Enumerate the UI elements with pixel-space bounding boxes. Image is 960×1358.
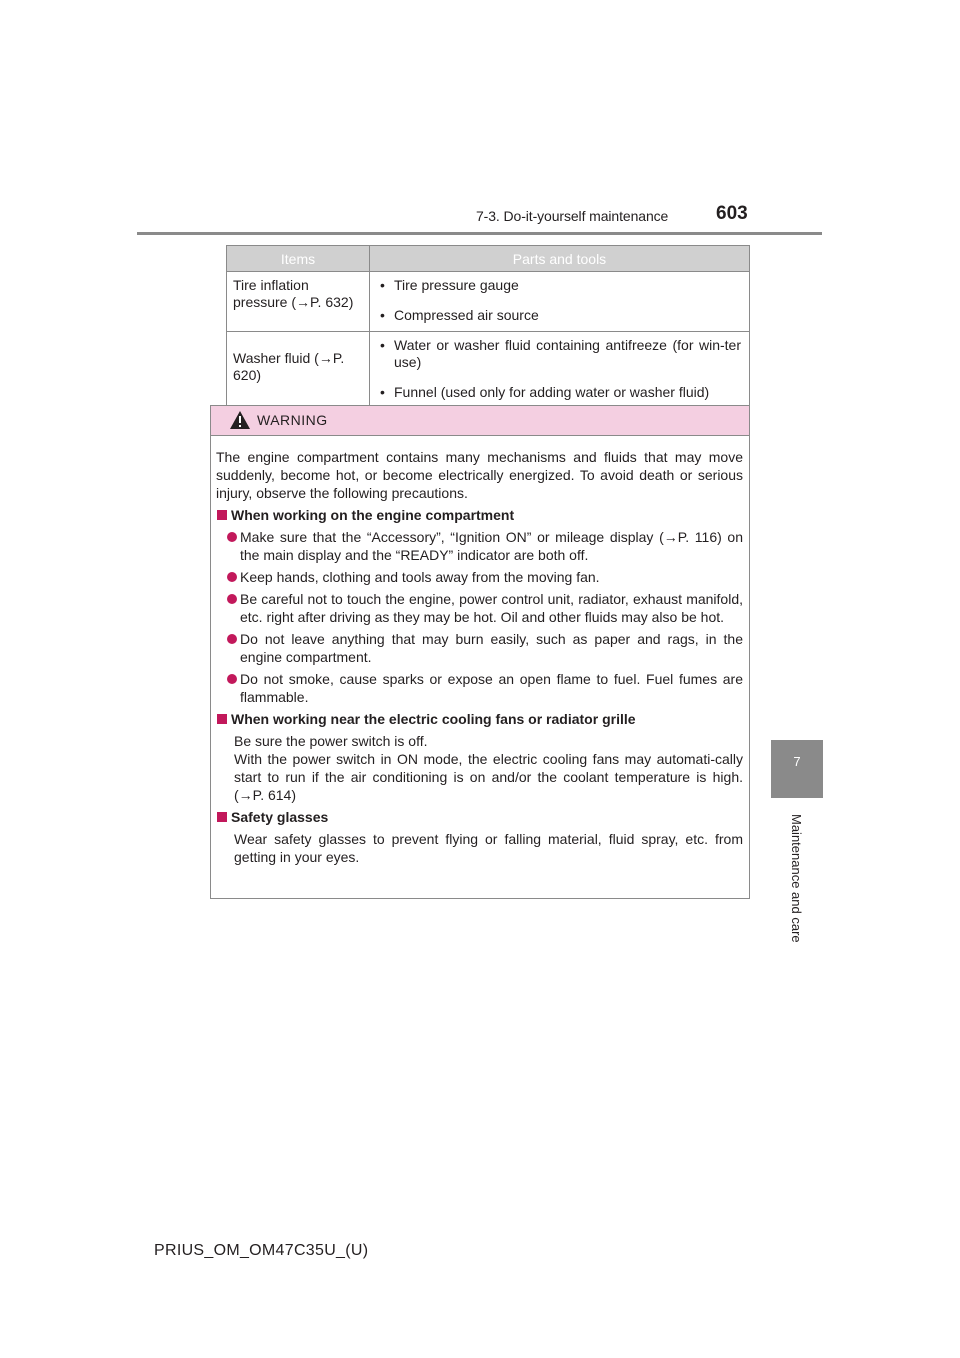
circle-bullet-icon bbox=[227, 594, 237, 604]
section-heading: When working near the electric cooling fans or radiator grille bbox=[216, 710, 743, 728]
circle-bullet-icon bbox=[227, 532, 237, 542]
warning-section-engine bbox=[216, 506, 743, 706]
table-cell-tools bbox=[370, 272, 750, 332]
square-bullet-icon bbox=[217, 510, 227, 520]
square-bullet-icon bbox=[217, 812, 227, 822]
document-id: PRIUS_OM_OM47C35U_(U) bbox=[154, 1242, 369, 1259]
warning-triangle-icon bbox=[229, 410, 251, 430]
chapter-tab[interactable] bbox=[771, 740, 823, 798]
header-divider bbox=[137, 232, 822, 235]
table-cell-tools bbox=[370, 332, 750, 409]
table-row bbox=[227, 332, 750, 409]
list-item: Keep hands, clothing and tools away from the moving fan. bbox=[216, 568, 743, 586]
circle-bullet-icon bbox=[227, 634, 237, 644]
warning-section-cooling-fans bbox=[216, 710, 743, 804]
list-item: • Compressed air source bbox=[378, 307, 741, 324]
warning-intro: The engine compartment contains many mechanisms and fluids that may move suddenly, become hot, or become electrically energized. To avoid death or serious injury, observe the following precautions. bbox=[216, 449, 743, 501]
warning-label: WARNING bbox=[257, 412, 328, 428]
circle-bullet-icon bbox=[227, 674, 237, 684]
square-bullet-icon bbox=[217, 714, 227, 724]
section-paragraph: Wear safety glasses to prevent flying or falling material, fluid spray, etc. from getting in your eyes. bbox=[234, 831, 743, 865]
page-number: 603 bbox=[716, 203, 748, 224]
section-heading: Safety glasses bbox=[216, 808, 743, 826]
list-item: Do not leave anything that may burn easily, such as paper and rags, in the engine compartment. bbox=[216, 630, 743, 666]
list-item: Do not smoke, cause sparks or expose an open flame to fuel. Fuel fumes are flammable. bbox=[216, 670, 743, 706]
list-item: • Funnel (used only for adding water or washer fluid) bbox=[378, 384, 741, 401]
section-paragraph: Be sure the power switch is off. With the power switch in ON mode, the electric cooling fans may automati-cally start to run if the air conditioning is on and/or the coolant temperature is high. (→P. 614) bbox=[234, 733, 743, 803]
warning-header bbox=[211, 406, 749, 436]
circle-bullet-icon bbox=[227, 572, 237, 582]
table-row bbox=[227, 272, 750, 332]
warning-box bbox=[210, 405, 750, 899]
chapter-label: Maintenance and care bbox=[789, 814, 804, 943]
column-header-parts: Parts and tools bbox=[370, 246, 750, 272]
list-item: • Water or washer fluid containing antifreeze (for win-ter use) bbox=[378, 337, 741, 371]
parts-tools-table bbox=[226, 245, 750, 409]
section-heading: When working on the engine compartment bbox=[216, 506, 743, 524]
list-item: Make sure that the “Accessory”, “Ignition ON” or mileage display (→P. 116) on the main display and the “READY” indicator are both off. bbox=[216, 528, 743, 564]
table-header-row bbox=[227, 246, 750, 272]
table-cell-item: Tire inflation pressure (→P. 632) bbox=[227, 272, 370, 332]
table-cell-item: Washer fluid (→P. 620) bbox=[227, 332, 370, 409]
list-item: Be careful not to touch the engine, power control unit, radiator, exhaust manifold, etc. right after driving as they may be hot. Oil and other fluids may also be hot. bbox=[216, 590, 743, 626]
chapter-number: 7 bbox=[793, 754, 801, 769]
section-title: 7-3. Do-it-yourself maintenance bbox=[476, 208, 669, 224]
list-item: • Tire pressure gauge bbox=[378, 277, 741, 294]
column-header-items: Items bbox=[227, 246, 370, 272]
warning-section-safety-glasses bbox=[216, 808, 743, 866]
warning-body bbox=[211, 436, 749, 866]
